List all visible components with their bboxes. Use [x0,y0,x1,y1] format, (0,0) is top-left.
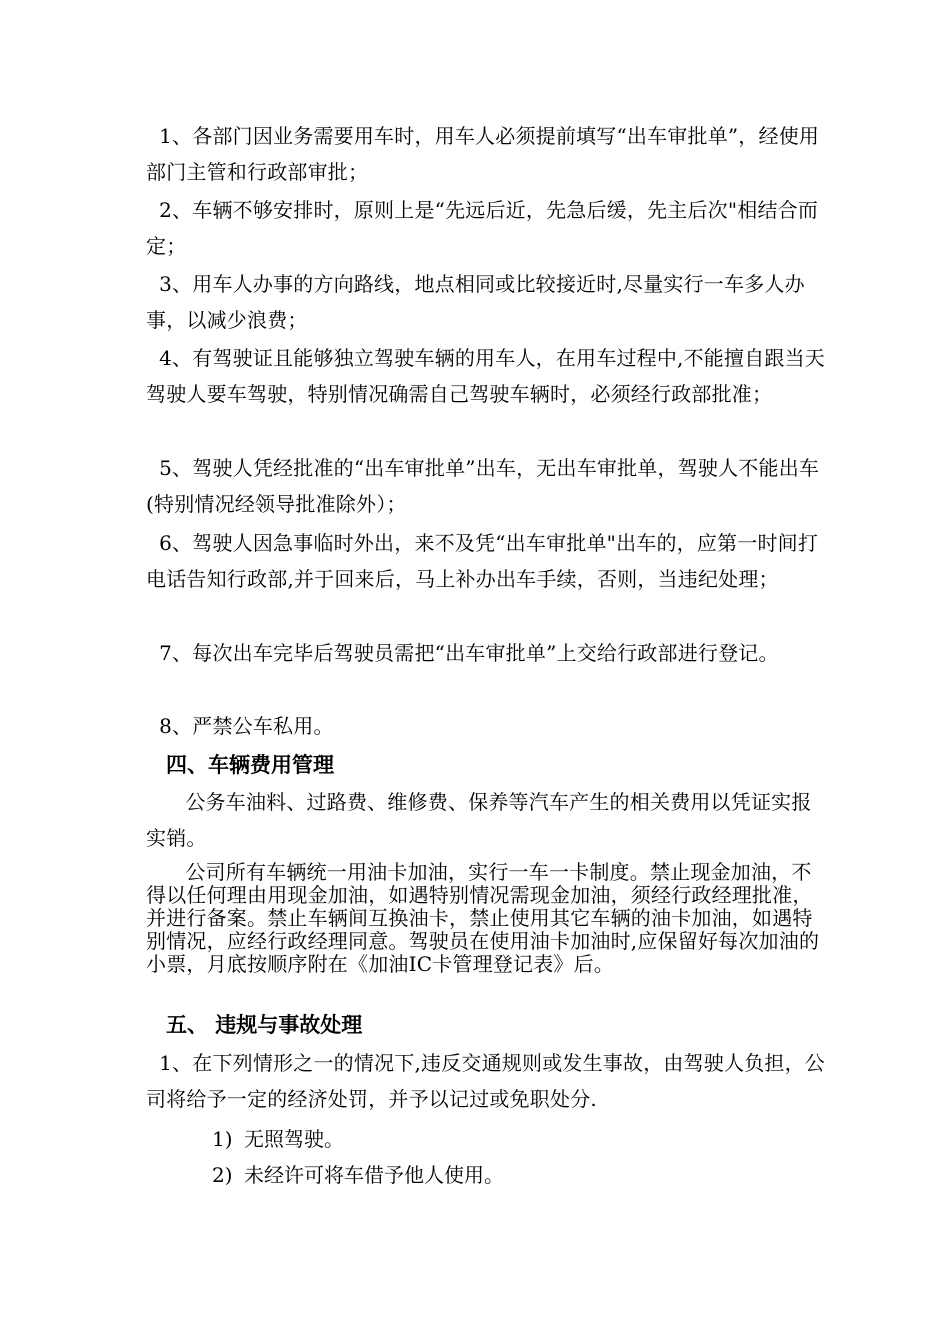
list-item [212,1124,344,1154]
rule-5: 5、驾驶人凭经批准的“出车审批单”出车，无出车审批单，驾驶人不能出车(特别情况经领导批准除外）； [146,456,820,516]
rule-8: 8、严禁公车私用。 [146,714,334,738]
rule-2: 2、车辆不够安排时，原则上是“先远后近，先急后缓，先主后次"相结合而定； [146,198,819,258]
section-4-heading: 四、车辆费用管理 [166,753,334,777]
section-5-para-1: 1、在下列情形之一的情况下,违反交通规则或发生事故，由驾驶人负担，公司将给予一定的经济处罚，并予以记过或免职处分. [146,1051,826,1111]
list-item-text: 无照驾驶。 [244,1127,344,1151]
list-item-number: 1) [212,1127,233,1151]
rule-6: 6、驾驶人因急事临时外出，来不及凭“出车审批单"出车的，应第一时间打电话告知行政部,并于回来后，马上补办出车手续，否则，当违纪处理； [146,531,819,591]
list-item [212,1160,504,1190]
rule-1: 1、各部门因业务需要用车时，用车人必须提前填写“出车审批单”，经使用部门主管和行政部审批； [146,124,820,184]
section-5-heading: 五、 违规与事故处理 [166,1013,363,1037]
section-4-para-1: 公务车油料、过路费、维修费、保养等汽车产生的相关费用以凭证实报实销。 [146,790,812,850]
list-item-text: 未经许可将车借予他人使用。 [244,1163,504,1187]
rule-4: 4、有驾驶证且能够独立驾驶车辆的用车人，在用车过程中,不能擅自跟当天驾驶人要车驾驶，特别情况确需自己驾驶车辆时，必须经行政部批准； [146,346,826,406]
rule-3: 3、用车人办事的方向路线，地点相同或比较接近时,尽量实行一车多人办事，以减少浪费； [146,272,805,332]
section-4-para-2: 公司所有车辆统一用油卡加油，实行一车一卡制度。禁止现金加油，不得以任何理由用现金加油，如遇特别情况需现金加油，须经行政经理批准，并进行备案。禁止车辆间互换油卡，禁止使用其它车辆的油卡加油，如遇特别情况，应经行政经理同意。驾驶员在使用油卡加油时,应保留好每次加油的小票，月底按顺序附在《加油IC卡管理登记表》后。 [146,860,820,976]
list-item-number: 2) [212,1163,233,1187]
rule-7: 7、每次出车完毕后驾驶员需把“出车审批单”上交给行政部进行登记。 [146,641,779,665]
